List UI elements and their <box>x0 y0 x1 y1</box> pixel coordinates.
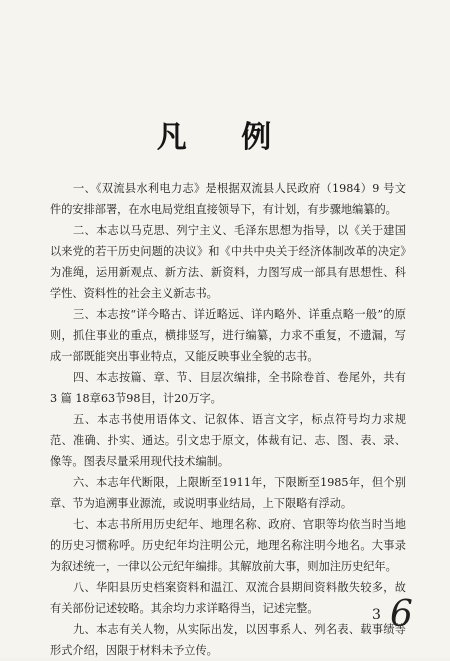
paragraph-3: 三、本志按“详今略古、详近略远、详内略外、详重点略一般”的原则，抓住事业的重点，横排竖写，进行编纂，力求不重复，不遗漏，写成一部既能突出事业特点，又能反映事业全貌的志书。 <box>50 308 406 363</box>
handwritten-mark: 3 <box>372 607 381 623</box>
document-body <box>50 178 406 661</box>
paragraph-5: 五、本志书使用语体文、记叙体、语言文字，标点符号均力求规范、准确、扑实、通达。引文忠于原文，体裁有记、志、图、表、录、像等。图表尽量采用现代技术编制。 <box>50 413 406 468</box>
paragraph-8: 八、华阳县历史档案资料和温江、双流合县期间资料散失较多，故有关部份记述较略。其余均力求详略得当，记述完整。 <box>50 581 406 615</box>
paragraph-1: 一、《双流县水利电力志》是根据双流县人民政府（1984）9 号文件的安排部署，在水电局党组直接领导下，有计划，有步骤地编纂的。 <box>50 182 406 216</box>
paragraph-6: 六、本志年代断限，上限断至1911年，下限断至1985年，但个别章、节为追溯事业源流，或说明事业结局，上下限略有浮动。 <box>50 476 406 510</box>
handwritten-page-number: 6 <box>390 594 413 635</box>
page-title: 凡 例 <box>156 120 294 155</box>
paragraph-7: 七、本志书所用历史纪年、地理名称、政府、官职等均依当时当地的历史习惯称呼。历史纪年均注明公元，地理名称注明今地名。大事录为叙述统一，一律以公元纪年编排。其解放前大事，则加注历史纪年。 <box>50 518 406 573</box>
paragraph-9: 九、本志有关人物，从实际出发，以因事系人、列名表、载事绩等形式介绍，因限于材料未予立传。 <box>50 623 406 657</box>
paragraph-4: 四、本志按篇、章、节、目层次编排，全书除卷首、卷尾外，共有 3 篇 18章63节98目，计20万字。 <box>50 371 406 405</box>
paragraph-2: 二、本志以马克思、列宁主义、毛泽东思想为指导，以《关于建国以来党的若干历史问题的决议》和《中共中央关于经济体制改革的决定》为准绳，运用新观点、新方法、新资料，力图写成一部具有思想性、科学性、资料性的社会主义新志书。 <box>50 224 406 300</box>
